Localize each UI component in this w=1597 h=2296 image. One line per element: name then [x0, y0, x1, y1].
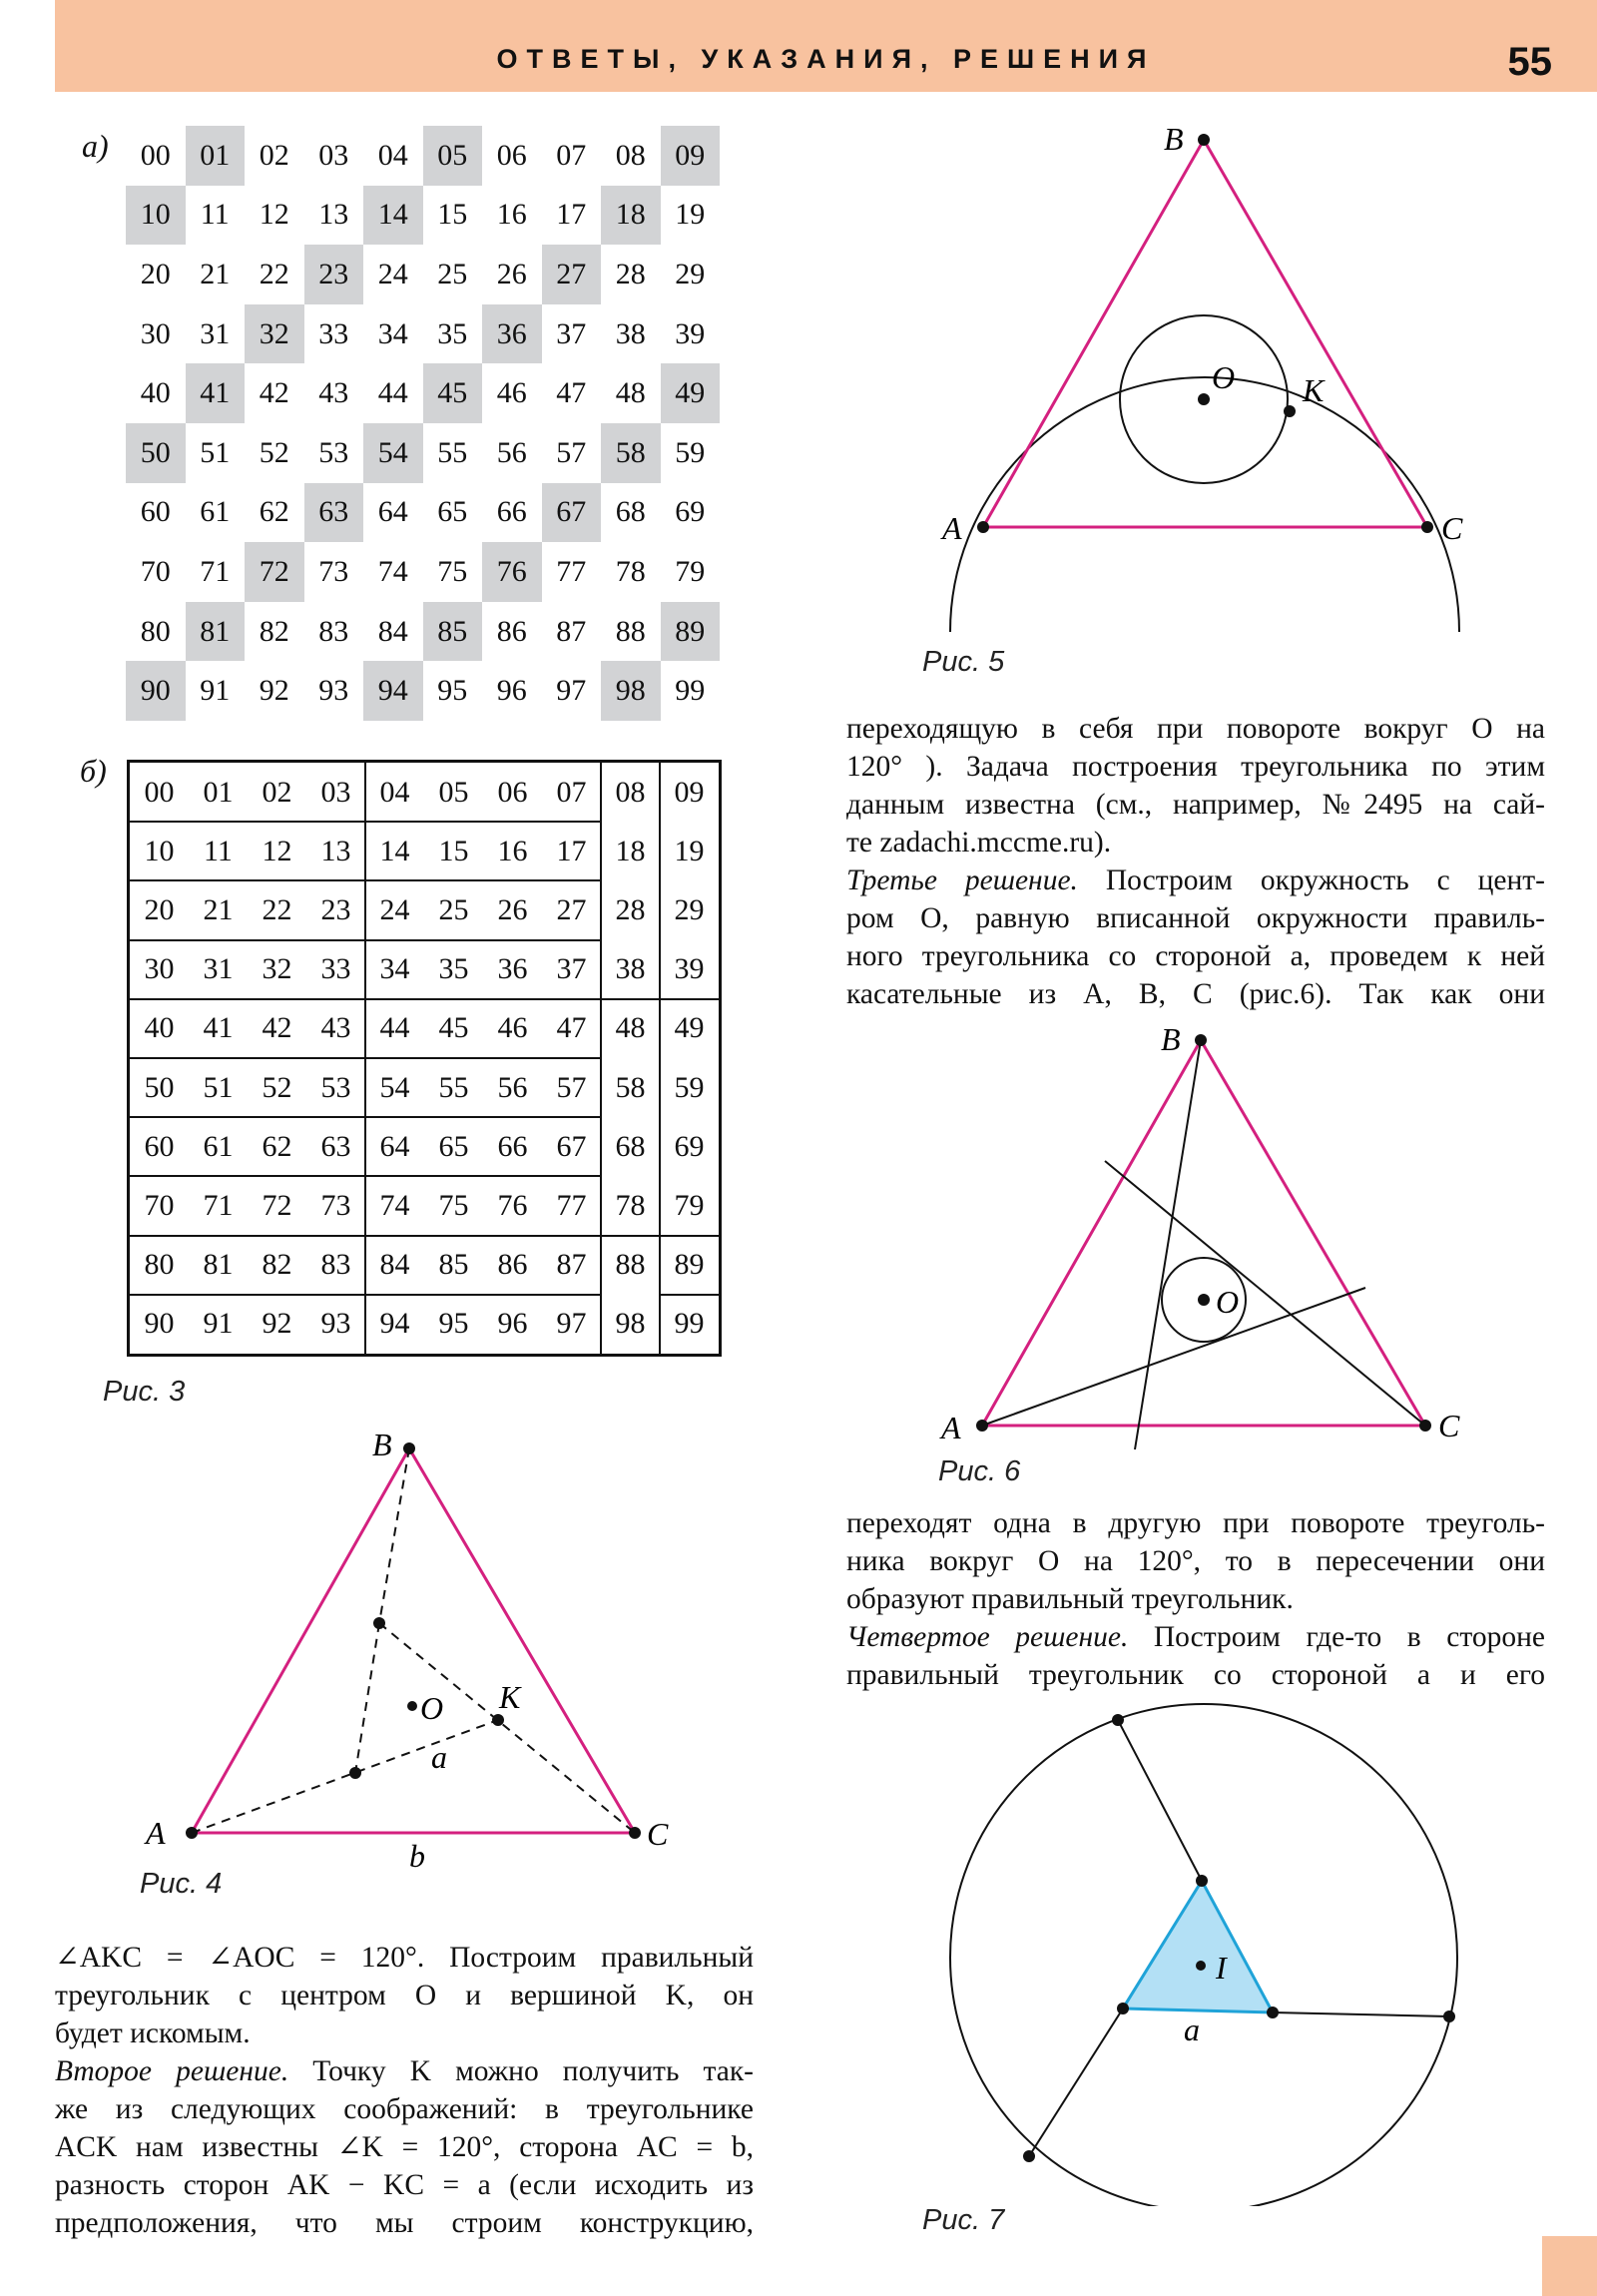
text-line [846, 861, 1545, 899]
grid-cell: 67 [542, 483, 602, 543]
table-cell: 85 [438, 1248, 469, 1282]
table-cell: 38 [615, 952, 646, 986]
grid-cell: 39 [675, 316, 706, 350]
grid-cell: 78 [615, 554, 646, 588]
figure7-diagram [918, 1697, 1477, 2206]
table-divider [130, 1175, 601, 1177]
grid-cell: 21 [200, 257, 231, 290]
text-span: Точку K можно получить так- [288, 2055, 754, 2087]
table-cell: 98 [615, 1307, 646, 1341]
table-cell: 35 [438, 952, 469, 986]
figure5-caption: Рис. 5 [922, 646, 1005, 678]
grid-cell: 44 [377, 376, 408, 410]
grid-cell: 23 [304, 245, 364, 304]
figure4-diagram [130, 1418, 689, 1877]
fig5-label-B: B [1164, 121, 1184, 157]
fig4-label-O: O [420, 1690, 444, 1726]
grid-cell: 84 [377, 614, 408, 648]
table-cell: 93 [320, 1307, 351, 1341]
table-cell: 16 [497, 834, 528, 867]
table-divider [660, 1294, 719, 1296]
table-cell: 34 [379, 952, 410, 986]
grid-cell: 85 [423, 602, 483, 662]
table-cell: 28 [615, 892, 646, 926]
table-cell: 67 [556, 1129, 587, 1163]
table-cell: 95 [438, 1307, 469, 1341]
table-cell: 18 [615, 834, 646, 867]
table-cell: 08 [615, 775, 646, 809]
table-cell: 37 [556, 952, 587, 986]
fig7-label-a: a [1184, 2011, 1200, 2047]
fig5-triangle [983, 140, 1427, 527]
table-cell: 74 [379, 1188, 410, 1222]
grid-cell: 76 [482, 542, 542, 602]
table-divider [130, 1057, 601, 1059]
grid-cell: 89 [661, 602, 721, 662]
fig5-arc [950, 377, 1459, 632]
grid-cell: 79 [675, 554, 706, 588]
table-cell: 25 [438, 892, 469, 926]
grid-cell: 66 [496, 495, 527, 529]
grid-cell: 26 [496, 257, 527, 290]
table-cell: 12 [262, 834, 292, 867]
table-cell: 87 [556, 1248, 587, 1282]
grid-cell: 05 [423, 126, 483, 186]
table-divider [130, 998, 601, 1000]
grid-cell: 87 [556, 614, 587, 648]
grid-cell: 94 [363, 661, 423, 721]
table-cell: 55 [438, 1070, 469, 1104]
text-line: правильный треугольник со стороной a и его [846, 1659, 1545, 1691]
grid-cell: 33 [318, 316, 349, 350]
fig4-label-b: b [409, 1838, 425, 1874]
grid-cell: 15 [437, 198, 468, 232]
number-table-b [127, 760, 722, 1357]
section-title: ОТВЕТЫ, УКАЗАНИЯ, РЕШЕНИЯ [496, 44, 1156, 74]
text-line: данным известна (см., например, №2495 на сай- [846, 789, 1545, 821]
table-cell: 03 [320, 775, 351, 809]
table-cell: 62 [262, 1129, 292, 1163]
grid-cell: 48 [615, 376, 646, 410]
grid-cell: 36 [482, 304, 542, 364]
grid-cell: 20 [140, 257, 171, 290]
grid-cell: 32 [245, 304, 304, 364]
fig5-label-K: K [1303, 372, 1325, 408]
table-cell: 19 [674, 834, 705, 867]
table-cell: 99 [674, 1307, 705, 1341]
fig4-triangle [192, 1448, 635, 1833]
table-cell: 68 [615, 1129, 646, 1163]
grid-cell: 61 [200, 495, 231, 529]
grid-cell: 13 [318, 198, 349, 232]
table-cell: 92 [262, 1307, 292, 1341]
table-divider [130, 1235, 601, 1237]
text-line: те zadachi.mccme.ru). [846, 827, 1112, 859]
grid-cell: 08 [615, 138, 646, 172]
table-cell: 05 [438, 775, 469, 809]
grid-cell: 98 [601, 661, 661, 721]
grid-cell: 03 [318, 138, 349, 172]
fig5-label-C: C [1441, 510, 1463, 546]
table-cell: 84 [379, 1248, 410, 1282]
fig5-label-A: A [942, 510, 962, 546]
grid-cell: 19 [675, 198, 706, 232]
grid-cell: 64 [377, 495, 408, 529]
grid-cell: 77 [556, 554, 587, 588]
grid-cell: 68 [615, 495, 646, 529]
grid-cell: 49 [661, 363, 721, 423]
fig4-label-K: K [499, 1679, 521, 1715]
table-cell: 83 [320, 1248, 351, 1282]
table-cell: 21 [203, 892, 234, 926]
grid-cell: 29 [675, 257, 706, 290]
grid-cell: 75 [437, 554, 468, 588]
grid-cell: 83 [318, 614, 349, 648]
left-para-2 [55, 2052, 754, 2242]
grid-cell: 46 [496, 376, 527, 410]
grid-cell: 30 [140, 316, 171, 350]
table-cell: 20 [144, 892, 175, 926]
grid-cell: 59 [675, 435, 706, 469]
table-cell: 44 [379, 1011, 410, 1045]
table-cell: 58 [615, 1070, 646, 1104]
table-divider [601, 1235, 660, 1237]
grid-cell: 86 [496, 614, 527, 648]
grid-cell: 40 [140, 376, 171, 410]
grid-cell: 17 [556, 198, 587, 232]
grid-cell: 24 [377, 257, 408, 290]
table-cell: 01 [203, 775, 234, 809]
table-cell: 27 [556, 892, 587, 926]
table-cell: 69 [674, 1129, 705, 1163]
table-cell: 10 [144, 834, 175, 867]
fig4-label-a: a [431, 1739, 447, 1775]
table-cell: 77 [556, 1188, 587, 1222]
grid-cell: 91 [200, 674, 231, 708]
fig7-label-I: I [1216, 1950, 1227, 1986]
text-line: же из следующих соображений: в треугольнике [55, 2093, 754, 2125]
grid-cell: 57 [556, 435, 587, 469]
right-para-1 [846, 710, 1545, 1013]
left-para-1 [55, 1939, 754, 2052]
table-cell: 46 [497, 1011, 528, 1045]
table-cell: 09 [674, 775, 705, 809]
grid-cell: 00 [140, 138, 171, 172]
grid-cell: 56 [496, 435, 527, 469]
table-cell: 65 [438, 1129, 469, 1163]
text-line: переходят одна в другую при повороте треуголь- [846, 1507, 1545, 1539]
grid-cell: 47 [556, 376, 587, 410]
table-divider [660, 1235, 719, 1237]
page-header [55, 0, 1597, 92]
grid-cell: 43 [318, 376, 349, 410]
right-para-2 [846, 1504, 1545, 1694]
table-cell: 49 [674, 1011, 705, 1045]
table-cell: 31 [203, 952, 234, 986]
grid-cell: 92 [259, 674, 289, 708]
table-cell: 51 [203, 1070, 234, 1104]
table-cell: 29 [674, 892, 705, 926]
table-cell: 22 [262, 892, 292, 926]
fourth-solution-title: Четвертое решение. [846, 1621, 1129, 1653]
grid-cell: 65 [437, 495, 468, 529]
grid-cell: 25 [437, 257, 468, 290]
grid-cell: 97 [556, 674, 587, 708]
table-cell: 17 [556, 834, 587, 867]
grid-cell: 99 [675, 674, 706, 708]
fig4-points [186, 1442, 641, 1839]
third-solution-title: Третье решение. [846, 864, 1078, 896]
fig7-triangle [1123, 1881, 1273, 2012]
table-cell: 80 [144, 1248, 175, 1282]
table-cell: 66 [497, 1129, 528, 1163]
figure7-caption: Рис. 7 [922, 2204, 1005, 2236]
grid-cell: 22 [259, 257, 289, 290]
figure3-caption: Рис. 3 [103, 1376, 186, 1408]
table-cell: 63 [320, 1129, 351, 1163]
table-cell: 02 [262, 775, 292, 809]
grid-cell: 72 [245, 542, 304, 602]
text-line: будет искомым. [55, 2017, 251, 2049]
table-cell: 96 [497, 1307, 528, 1341]
table-cell: 33 [320, 952, 351, 986]
text-line: ром O, равную вписанной окружности правиль- [846, 902, 1545, 934]
table-cell: 82 [262, 1248, 292, 1282]
grid-cell: 51 [200, 435, 231, 469]
table-cell: 88 [615, 1248, 646, 1282]
grid-cell: 45 [423, 363, 483, 423]
grid-cell: 52 [259, 435, 289, 469]
fig6-triangle [982, 1040, 1425, 1426]
table-cell: 56 [497, 1070, 528, 1104]
table-cell: 30 [144, 952, 175, 986]
fig6-label-A: A [941, 1410, 961, 1445]
fig5-label-O: O [1212, 359, 1236, 395]
table-cell: 26 [497, 892, 528, 926]
grid-cell: 37 [556, 316, 587, 350]
grid-cell: 01 [186, 126, 246, 186]
grid-cell: 06 [496, 138, 527, 172]
table-cell: 06 [497, 775, 528, 809]
table-cell: 13 [320, 834, 351, 867]
figure3-label-a: а) [82, 128, 109, 164]
grid-cell: 04 [377, 138, 408, 172]
table-cell: 75 [438, 1188, 469, 1222]
fig6-label-O: O [1216, 1284, 1240, 1320]
grid-cell: 95 [437, 674, 468, 708]
table-cell: 97 [556, 1307, 587, 1341]
grid-cell: 18 [601, 186, 661, 246]
page-number: 55 [1507, 40, 1552, 84]
text-line: ACK нам известны ∠K = 120°, сторона AC = b, [55, 2131, 754, 2163]
corner-tab [1542, 2236, 1597, 2296]
table-cell: 90 [144, 1307, 175, 1341]
table-cell: 76 [497, 1188, 528, 1222]
text-line: касательные из A, B, C (рис.6). Так как они [846, 978, 1545, 1010]
table-cell: 59 [674, 1070, 705, 1104]
grid-cell: 55 [437, 435, 468, 469]
table-cell: 91 [203, 1307, 234, 1341]
text-line: переходящую в себя при повороте вокруг O на [846, 713, 1545, 745]
table-cell: 54 [379, 1070, 410, 1104]
text-line: образуют правильный треугольник. [846, 1583, 1294, 1615]
table-cell: 61 [203, 1129, 234, 1163]
grid-cell: 62 [259, 495, 289, 529]
grid-cell: 74 [377, 554, 408, 588]
table-divider [659, 763, 661, 1354]
table-cell: 41 [203, 1011, 234, 1045]
table-cell: 04 [379, 775, 410, 809]
grid-cell: 90 [126, 661, 186, 721]
table-cell: 60 [144, 1129, 175, 1163]
grid-cell: 02 [259, 138, 289, 172]
fig6-points [976, 1034, 1431, 1432]
text-line: ного треугольника со стороной a, проведем к ней [846, 940, 1545, 972]
table-cell: 71 [203, 1188, 234, 1222]
fig4-dashed-lines [192, 1448, 635, 1833]
table-divider [130, 879, 601, 881]
table-cell: 94 [379, 1307, 410, 1341]
text-span: Построим где-то в стороне [1128, 1621, 1545, 1653]
table-cell: 45 [438, 1011, 469, 1045]
table-cell: 07 [556, 775, 587, 809]
grid-cell: 63 [304, 483, 364, 543]
table-divider [130, 1116, 601, 1118]
grid-cell: 70 [140, 554, 171, 588]
table-cell: 32 [262, 952, 292, 986]
fig4-label-B: B [372, 1427, 392, 1462]
grid-cell: 82 [259, 614, 289, 648]
text-line [55, 2052, 754, 2090]
text-line: ника вокруг O на 120°, то в пересечении они [846, 1545, 1545, 1577]
grid-cell: 34 [377, 316, 408, 350]
table-cell: 42 [262, 1011, 292, 1045]
text-line: предположения, что мы строим конструкцию, [55, 2207, 754, 2239]
grid-cell: 14 [363, 186, 423, 246]
grid-cell: 50 [126, 423, 186, 483]
second-solution-title: Второе решение. [55, 2055, 289, 2087]
fig6-label-C: C [1438, 1408, 1460, 1443]
grid-cell: 07 [556, 138, 587, 172]
text-line: ∠AKC = ∠AOC = 120°. Построим правильный [55, 1942, 754, 1974]
grid-cell: 81 [186, 602, 246, 662]
fig4-label-A: A [146, 1815, 166, 1851]
table-cell: 57 [556, 1070, 587, 1104]
grid-cell: 35 [437, 316, 468, 350]
grid-cell: 09 [661, 126, 721, 186]
fig5-points [977, 134, 1433, 533]
figure4-caption: Рис. 4 [140, 1868, 223, 1900]
table-cell: 14 [379, 834, 410, 867]
figure6-caption: Рис. 6 [938, 1455, 1021, 1487]
fig4-label-C: C [647, 1816, 669, 1852]
table-cell: 53 [320, 1070, 351, 1104]
grid-cell: 88 [615, 614, 646, 648]
table-divider [130, 821, 601, 823]
text-line: разность сторон AK − KC = a (если исходить из [55, 2169, 754, 2201]
table-cell: 50 [144, 1070, 175, 1104]
grid-cell: 54 [363, 423, 423, 483]
table-cell: 70 [144, 1188, 175, 1222]
text-line [846, 1618, 1545, 1656]
grid-cell: 80 [140, 614, 171, 648]
grid-cell: 10 [126, 186, 186, 246]
grid-cell: 73 [318, 554, 349, 588]
text-span: Построим окружность с цент- [1077, 864, 1545, 896]
grid-cell: 12 [259, 198, 289, 232]
grid-cell: 28 [615, 257, 646, 290]
table-cell: 24 [379, 892, 410, 926]
grid-cell: 58 [601, 423, 661, 483]
table-cell: 43 [320, 1011, 351, 1045]
fig6-tangents [982, 1040, 1425, 1449]
table-cell: 79 [674, 1188, 705, 1222]
fig6-label-B: B [1161, 1021, 1181, 1057]
table-divider [130, 939, 601, 941]
grid-cell: 96 [496, 674, 527, 708]
table-cell: 86 [497, 1248, 528, 1282]
table-cell: 48 [615, 1011, 646, 1045]
table-cell: 78 [615, 1188, 646, 1222]
grid-cell: 16 [496, 198, 527, 232]
table-divider [601, 998, 660, 1000]
grid-cell: 41 [186, 363, 246, 423]
table-cell: 40 [144, 1011, 175, 1045]
text-line: 120° ). Задача построения треугольника по этим [846, 751, 1545, 783]
text-line: треугольник с центром O и вершиной K, он [55, 1980, 754, 2011]
figure6-diagram [898, 1008, 1497, 1477]
grid-cell: 31 [200, 316, 231, 350]
grid-cell: 69 [675, 495, 706, 529]
grid-cell: 60 [140, 495, 171, 529]
number-grid-a [126, 126, 720, 721]
fig7-spokes [1029, 1720, 1449, 2156]
table-cell: 15 [438, 834, 469, 867]
table-cell: 36 [497, 952, 528, 986]
fig7-points [1023, 1714, 1455, 2162]
table-cell: 00 [144, 775, 175, 809]
table-cell: 52 [262, 1070, 292, 1104]
table-divider [660, 998, 719, 1000]
grid-cell: 93 [318, 674, 349, 708]
grid-cell: 53 [318, 435, 349, 469]
figure3-label-b: б) [80, 753, 107, 789]
grid-cell: 71 [200, 554, 231, 588]
table-cell: 39 [674, 952, 705, 986]
table-cell: 11 [204, 834, 233, 867]
table-cell: 89 [674, 1248, 705, 1282]
grid-cell: 27 [542, 245, 602, 304]
table-cell: 64 [379, 1129, 410, 1163]
table-cell: 23 [320, 892, 351, 926]
figure5-diagram [898, 100, 1497, 659]
grid-cell: 11 [200, 198, 230, 232]
grid-cell: 38 [615, 316, 646, 350]
table-cell: 47 [556, 1011, 587, 1045]
table-cell: 72 [262, 1188, 292, 1222]
table-cell: 81 [203, 1248, 234, 1282]
table-divider [130, 1294, 601, 1296]
grid-cell: 42 [259, 376, 289, 410]
table-cell: 73 [320, 1188, 351, 1222]
